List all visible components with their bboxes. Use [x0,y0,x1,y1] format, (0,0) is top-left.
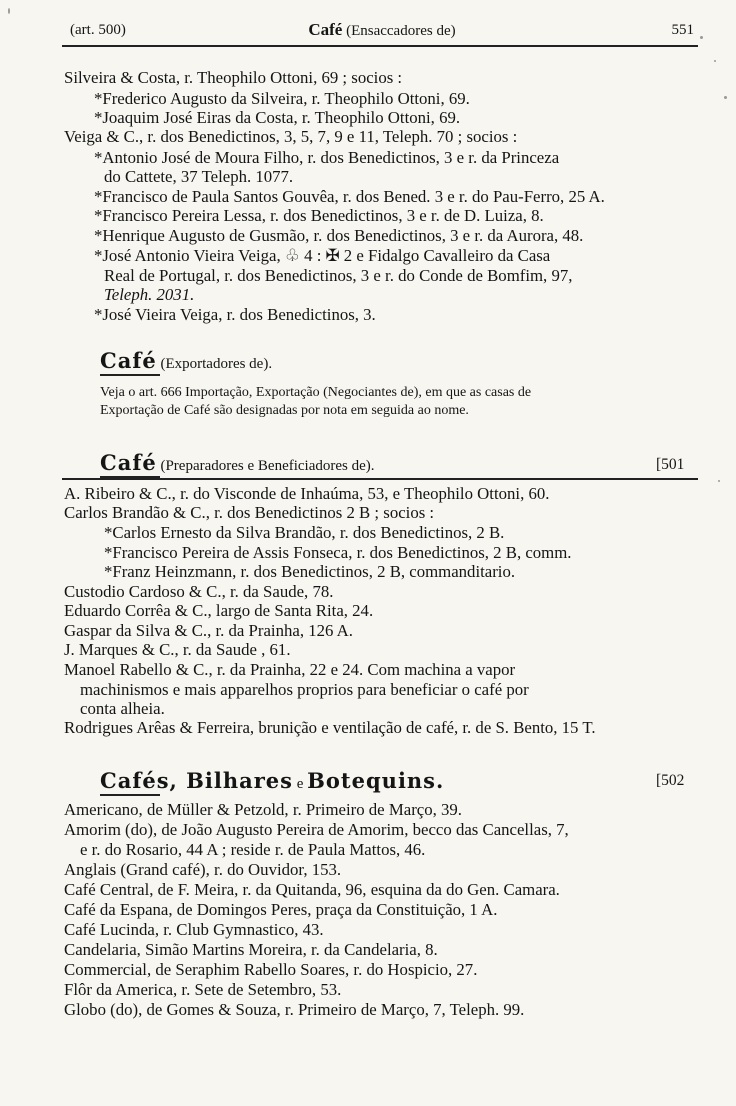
entry-line: Café Central, de F. Meira, r. da Quitanda, 96, esquina da do Gen. Camara. [64,880,560,899]
entry-line: J. Marques & C., r. da Saude , 61. [64,640,291,659]
section-number: [502 [656,772,685,789]
entry-line: Globo (do), de Gomes & Souza, r. Primeiro de Março, 7, Teleph. 99. [64,1000,525,1019]
entry-line: Real de Portugal, r. dos Benedictinos, 3 e r. do Conde de Bomfim, 97, [104,266,573,285]
scan-speck [718,480,720,482]
entry-line: Veiga & C., r. dos Benedictinos, 3, 5, 7, 9 e 11, Teleph. 70 ; socios : [64,127,518,146]
entry-line: *Frederico Augusto da Silveira, r. Theophilo Ottoni, 69. [94,89,470,108]
section-subtitle: (Preparadores e Beneficiadores de). [160,458,375,474]
entry-line: Eduardo Corrêa & C., largo de Santa Rita, 24. [64,601,374,620]
section-title: Café [100,348,157,373]
entry-line: Candelaria, Simão Martins Moreira, r. da Candelaria, 8. [64,940,438,959]
entry-line: Café da Espana, de Domingos Peres, praça da Constituição, 1 A. [64,900,498,919]
section-title-end: Botequins. [307,768,445,793]
section-title: Café [100,450,157,475]
scan-speck [724,96,727,99]
scan-speck [714,60,716,62]
entry-line: *Francisco de Paula Santos Gouvêa, r. dos Bened. 3 e r. do Pau-Ferro, 25 A. [94,187,605,206]
section-number: [501 [656,456,685,473]
note-line: Veja o art. 666 Importação, Exportação (Negociantes de), em que as casas de [100,385,532,400]
entry-line: *Francisco Pereira Lessa, r. dos Benedictinos, 3 e r. de D. Luiza, 8. [94,206,544,225]
entry-line: Anglais (Grand café), r. do Ouvidor, 153. [64,860,342,879]
section-title-conjunction: e [296,776,304,792]
entry-line: *Francisco Pereira de Assis Fonseca, r. dos Benedictinos, 2 B, comm. [104,543,572,562]
page-number: 551 [671,22,694,38]
section-subtitle: (Exportadores de). [160,356,273,372]
entry-line: Custodio Cardoso & C., r. da Saude, 78. [64,582,334,601]
entry-line: *Henrique Augusto de Gusmão, r. dos Benedictinos, 3 e r. da Aurora, 48. [94,226,584,245]
entry-line: Carlos Brandão & C., r. dos Benedictinos 2 B ; socios : [64,503,435,522]
entry-line: *Franz Heinzmann, r. dos Benedictinos, 2 B, commanditario. [104,562,516,581]
entry-line: *Antonio José de Moura Filho, r. dos Benedictinos, 3 e r. da Princeza [94,148,560,167]
section-heading [100,450,375,475]
entry-line: Café Lucinda, r. Club Gymnastico, 43. [64,920,324,939]
entry-line: *Carlos Ernesto da Silva Brandão, r. dos Benedictinos, 2 B. [104,523,505,542]
entry-line: *José Vieira Veiga, r. dos Benedictinos, 3. [94,305,376,324]
note-line: Exportação de Café são designadas por nota em seguida ao nome. [100,403,469,418]
scan-speck [700,36,703,39]
page-header [70,18,694,42]
entry-line: Teleph. 2031. [104,285,195,304]
entry-line: Americano, de Müller & Petzold, r. Primeiro de Março, 39. [64,800,462,819]
section-title: Cafés, Bilhares [100,768,293,793]
entry-line: Rodrigues Arêas & Ferreira, brunição e ventilação de café, r. de S. Bento, 15 T. [64,718,596,737]
section-heading [100,768,444,793]
entry-line: A. Ribeiro & C., r. do Visconde de Inhaúma, 53, e Theophilo Ottoni, 60. [64,484,550,503]
entry-line: Silveira & Costa, r. Theophilo Ottoni, 69 ; socios : [64,68,403,87]
running-title-main: Café [308,20,343,39]
running-title-sub: (Ensaccadores de) [346,23,456,39]
entry-line: machinismos e mais apparelhos proprios para beneficiar o café por [80,680,529,699]
entry-line: Flôr da America, r. Sete de Setembro, 53. [64,980,342,999]
scan-speck [8,8,10,14]
entry-line: conta alheia. [80,699,165,718]
entry-line: Commercial, de Seraphim Rabello Soares, r. do Hospicio, 27. [64,960,478,979]
section-rule [62,478,698,480]
section-title-underline [100,374,160,376]
entry-line: *Joaquim José Eiras da Costa, r. Theophilo Ottoni, 69. [94,108,461,127]
entry-line: Manoel Rabello & C., r. da Prainha, 22 e 24. Com machina a vapor [64,660,516,679]
entry-line: Gaspar da Silva & C., r. da Prainha, 126 A. [64,621,353,640]
header-rule [62,45,698,47]
entry-line: do Cattete, 37 Teleph. 1077. [104,167,294,186]
entry-line: *José Antonio Vieira Veiga, ♧ 4 : ✠ 2 e Fidalgo Cavalleiro da Casa [94,246,551,265]
section-heading [100,348,272,373]
running-title [70,20,694,40]
article-reference: (art. 500) [70,22,126,38]
entry-line: e r. do Rosario, 44 A ; reside r. de Paula Mattos, 46. [80,840,426,859]
section-title-underline [100,794,160,796]
entry-line: Amorim (do), de João Augusto Pereira de Amorim, becco das Cancellas, 7, [64,820,569,839]
